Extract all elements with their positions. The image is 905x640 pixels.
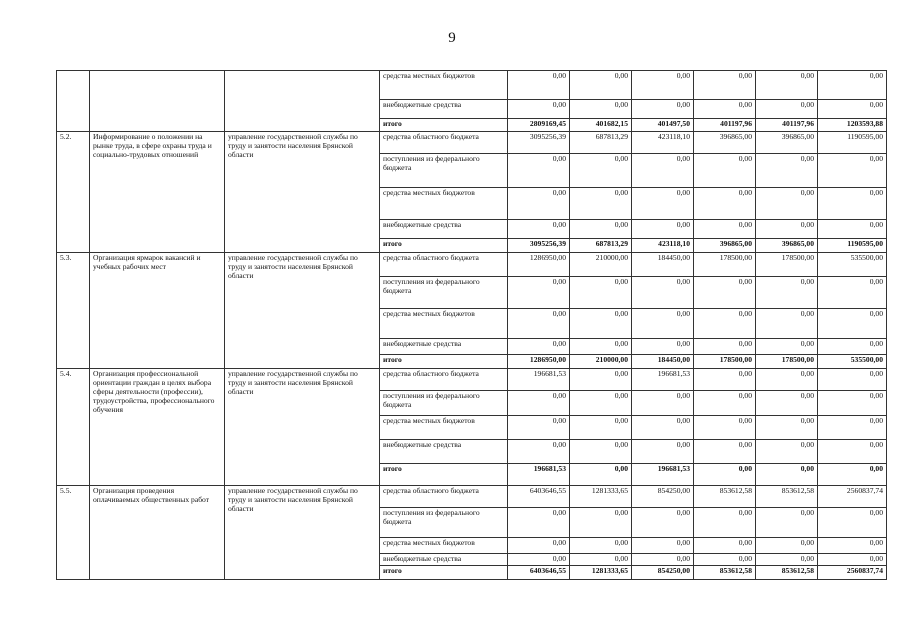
budget-table-body [57, 71, 887, 580]
item-executor: управление государственной службы по труду и занятости населения Брянской области [225, 486, 380, 580]
amount-cell: 0,00 [818, 220, 887, 239]
funding-source-label: средства местных бюджетов [380, 188, 508, 220]
amount-cell: 0,00 [508, 188, 570, 220]
amount-cell: 0,00 [694, 71, 756, 100]
funding-source-label: внебюджетные средства [380, 100, 508, 119]
amount-cell: 0,00 [818, 464, 887, 486]
amount-cell: 396865,00 [756, 132, 818, 154]
amount-cell: 401197,96 [694, 119, 756, 132]
amount-cell: 0,00 [632, 100, 694, 119]
amount-cell: 210000,00 [570, 355, 632, 369]
table-row [57, 369, 887, 391]
item-number: 5.3. [57, 253, 90, 369]
amount-cell: 0,00 [632, 416, 694, 440]
item-title: Организация проведения оплачиваемых общественных работ [90, 486, 225, 580]
amount-cell: 0,00 [508, 100, 570, 119]
amount-cell: 0,00 [818, 277, 887, 309]
amount-cell: 1203593,88 [818, 119, 887, 132]
amount-cell: 396865,00 [694, 239, 756, 253]
funding-source-label: средства местных бюджетов [380, 416, 508, 440]
amount-cell: 178500,00 [694, 253, 756, 277]
item-number-cell [57, 71, 90, 132]
funding-source-label: средства областного бюджета [380, 369, 508, 391]
amount-cell: 0,00 [694, 339, 756, 355]
amount-cell: 0,00 [632, 554, 694, 566]
amount-cell: 0,00 [756, 369, 818, 391]
item-title: Организация ярмарок вакансий и учебных рабочих мест [90, 253, 225, 369]
amount-cell: 6403646,55 [508, 486, 570, 508]
amount-cell: 687813,29 [570, 239, 632, 253]
amount-cell: 0,00 [632, 391, 694, 416]
amount-cell: 0,00 [570, 464, 632, 486]
amount-cell: 1281333,65 [570, 486, 632, 508]
funding-source-label: итого [380, 464, 508, 486]
amount-cell: 0,00 [508, 339, 570, 355]
amount-cell: 1190595,00 [818, 239, 887, 253]
amount-cell: 0,00 [508, 71, 570, 100]
amount-cell: 401197,96 [756, 119, 818, 132]
amount-cell: 854250,00 [632, 486, 694, 508]
amount-cell: 196681,53 [632, 369, 694, 391]
funding-source-label: поступления из федерального бюджета [380, 277, 508, 309]
amount-cell: 1190595,00 [818, 132, 887, 154]
amount-cell: 535500,00 [818, 355, 887, 369]
funding-source-label: итого [380, 239, 508, 253]
amount-cell: 0,00 [818, 554, 887, 566]
amount-cell: 0,00 [508, 538, 570, 554]
amount-cell: 0,00 [756, 277, 818, 309]
amount-cell: 0,00 [818, 100, 887, 119]
amount-cell: 0,00 [632, 440, 694, 464]
amount-cell: 0,00 [570, 440, 632, 464]
amount-cell: 196681,53 [632, 464, 694, 486]
amount-cell: 854250,00 [632, 566, 694, 580]
amount-cell: 0,00 [756, 339, 818, 355]
amount-cell: 0,00 [818, 440, 887, 464]
amount-cell: 6403646,55 [508, 566, 570, 580]
amount-cell: 210000,00 [570, 253, 632, 277]
amount-cell: 178500,00 [756, 355, 818, 369]
amount-cell: 0,00 [694, 391, 756, 416]
amount-cell: 0,00 [508, 508, 570, 538]
amount-cell: 196681,53 [508, 464, 570, 486]
amount-cell: 423118,10 [632, 132, 694, 154]
amount-cell: 0,00 [570, 416, 632, 440]
funding-source-label: средства местных бюджетов [380, 309, 508, 339]
amount-cell: 0,00 [818, 508, 887, 538]
amount-cell: 0,00 [818, 391, 887, 416]
funding-source-label: внебюджетные средства [380, 554, 508, 566]
amount-cell: 0,00 [508, 440, 570, 464]
amount-cell: 0,00 [756, 464, 818, 486]
amount-cell: 0,00 [570, 309, 632, 339]
table-row [57, 71, 887, 100]
item-title: Информирование о положении на рынке труда, в сфере охраны труда и социально-трудовых отношений [90, 132, 225, 253]
amount-cell: 0,00 [632, 309, 694, 339]
amount-cell: 0,00 [818, 538, 887, 554]
amount-cell: 853612,58 [694, 566, 756, 580]
amount-cell: 0,00 [508, 277, 570, 309]
amount-cell: 535500,00 [818, 253, 887, 277]
amount-cell: 0,00 [570, 339, 632, 355]
amount-cell: 0,00 [694, 464, 756, 486]
amount-cell: 0,00 [632, 277, 694, 309]
amount-cell: 0,00 [508, 309, 570, 339]
amount-cell: 0,00 [756, 554, 818, 566]
amount-cell: 0,00 [570, 71, 632, 100]
amount-cell: 0,00 [756, 71, 818, 100]
table-row [57, 132, 887, 154]
amount-cell: 0,00 [570, 100, 632, 119]
item-executor: управление государственной службы по труду и занятости населения Брянской области [225, 369, 380, 486]
amount-cell: 0,00 [756, 538, 818, 554]
amount-cell: 0,00 [570, 154, 632, 188]
amount-cell: 184450,00 [632, 355, 694, 369]
amount-cell: 0,00 [818, 309, 887, 339]
amount-cell: 0,00 [632, 188, 694, 220]
amount-cell: 0,00 [756, 416, 818, 440]
amount-cell: 0,00 [508, 220, 570, 239]
amount-cell: 0,00 [756, 220, 818, 239]
item-number: 5.4. [57, 369, 90, 486]
amount-cell: 178500,00 [694, 355, 756, 369]
amount-cell: 396865,00 [756, 239, 818, 253]
funding-source-label: внебюджетные средства [380, 440, 508, 464]
funding-source-label: средства местных бюджетов [380, 71, 508, 100]
amount-cell: 853612,58 [694, 486, 756, 508]
amount-cell: 0,00 [694, 309, 756, 339]
amount-cell: 0,00 [694, 220, 756, 239]
amount-cell: 2560837,74 [818, 486, 887, 508]
amount-cell: 853612,58 [756, 566, 818, 580]
budget-table [56, 70, 887, 580]
amount-cell: 0,00 [818, 369, 887, 391]
amount-cell: 0,00 [570, 220, 632, 239]
amount-cell: 0,00 [632, 154, 694, 188]
amount-cell: 0,00 [570, 188, 632, 220]
amount-cell: 853612,58 [756, 486, 818, 508]
amount-cell: 0,00 [756, 309, 818, 339]
funding-source-label: средства областного бюджета [380, 253, 508, 277]
item-number: 5.5. [57, 486, 90, 580]
funding-source-label: поступления из федерального бюджета [380, 508, 508, 538]
amount-cell: 2809169,45 [508, 119, 570, 132]
amount-cell: 396865,00 [694, 132, 756, 154]
amount-cell: 0,00 [756, 391, 818, 416]
amount-cell: 0,00 [508, 554, 570, 566]
item-number: 5.2. [57, 132, 90, 253]
amount-cell: 0,00 [508, 154, 570, 188]
item-executor: управление государственной службы по труду и занятости населения Брянской области [225, 132, 380, 253]
funding-source-label: поступления из федерального бюджета [380, 391, 508, 416]
item-executor: управление государственной службы по труду и занятости населения Брянской области [225, 253, 380, 369]
amount-cell: 401682,15 [570, 119, 632, 132]
amount-cell: 0,00 [632, 508, 694, 538]
amount-cell: 401497,50 [632, 119, 694, 132]
amount-cell: 0,00 [694, 277, 756, 309]
amount-cell: 0,00 [694, 538, 756, 554]
amount-cell: 0,00 [570, 508, 632, 538]
amount-cell: 0,00 [508, 391, 570, 416]
item-title: Организация профессиональной ориентации граждан в целях выбора сферы деятельности (профессии), трудоустройства, профессионального обучения [90, 369, 225, 486]
table-row [57, 486, 887, 508]
amount-cell: 0,00 [694, 369, 756, 391]
amount-cell: 0,00 [570, 369, 632, 391]
amount-cell: 0,00 [694, 440, 756, 464]
amount-cell: 0,00 [570, 554, 632, 566]
funding-source-label: внебюджетные средства [380, 339, 508, 355]
amount-cell: 0,00 [818, 188, 887, 220]
amount-cell: 0,00 [632, 71, 694, 100]
amount-cell: 0,00 [694, 554, 756, 566]
amount-cell: 0,00 [756, 100, 818, 119]
amount-cell: 0,00 [632, 538, 694, 554]
amount-cell: 0,00 [694, 154, 756, 188]
amount-cell: 0,00 [508, 416, 570, 440]
item-executor-cell [225, 71, 380, 132]
amount-cell: 423118,10 [632, 239, 694, 253]
funding-source-label: средства местных бюджетов [380, 538, 508, 554]
amount-cell: 1286950,00 [508, 355, 570, 369]
amount-cell: 687813,29 [570, 132, 632, 154]
amount-cell: 0,00 [818, 416, 887, 440]
funding-source-label: поступления из федерального бюджета [380, 154, 508, 188]
funding-source-label: итого [380, 566, 508, 580]
funding-source-label: итого [380, 355, 508, 369]
amount-cell: 3095256,39 [508, 239, 570, 253]
page-number: 9 [448, 30, 457, 46]
amount-cell: 0,00 [632, 220, 694, 239]
amount-cell: 184450,00 [632, 253, 694, 277]
amount-cell: 0,00 [694, 100, 756, 119]
amount-cell: 0,00 [570, 391, 632, 416]
amount-cell: 0,00 [570, 538, 632, 554]
amount-cell: 0,00 [756, 508, 818, 538]
funding-source-label: средства областного бюджета [380, 486, 508, 508]
item-title-cell [90, 71, 225, 132]
amount-cell: 0,00 [818, 154, 887, 188]
funding-source-label: итого [380, 119, 508, 132]
table-row [57, 253, 887, 277]
amount-cell: 2560837,74 [818, 566, 887, 580]
amount-cell: 0,00 [694, 508, 756, 538]
amount-cell: 0,00 [756, 188, 818, 220]
amount-cell: 3095256,39 [508, 132, 570, 154]
funding-source-label: средства областного бюджета [380, 132, 508, 154]
amount-cell: 1286950,00 [508, 253, 570, 277]
funding-source-label: внебюджетные средства [380, 220, 508, 239]
amount-cell: 178500,00 [756, 253, 818, 277]
amount-cell: 0,00 [818, 339, 887, 355]
amount-cell: 1281333,65 [570, 566, 632, 580]
amount-cell: 196681,53 [508, 369, 570, 391]
amount-cell: 0,00 [756, 440, 818, 464]
amount-cell: 0,00 [694, 188, 756, 220]
amount-cell: 0,00 [570, 277, 632, 309]
amount-cell: 0,00 [818, 71, 887, 100]
amount-cell: 0,00 [694, 416, 756, 440]
amount-cell: 0,00 [632, 339, 694, 355]
amount-cell: 0,00 [756, 154, 818, 188]
